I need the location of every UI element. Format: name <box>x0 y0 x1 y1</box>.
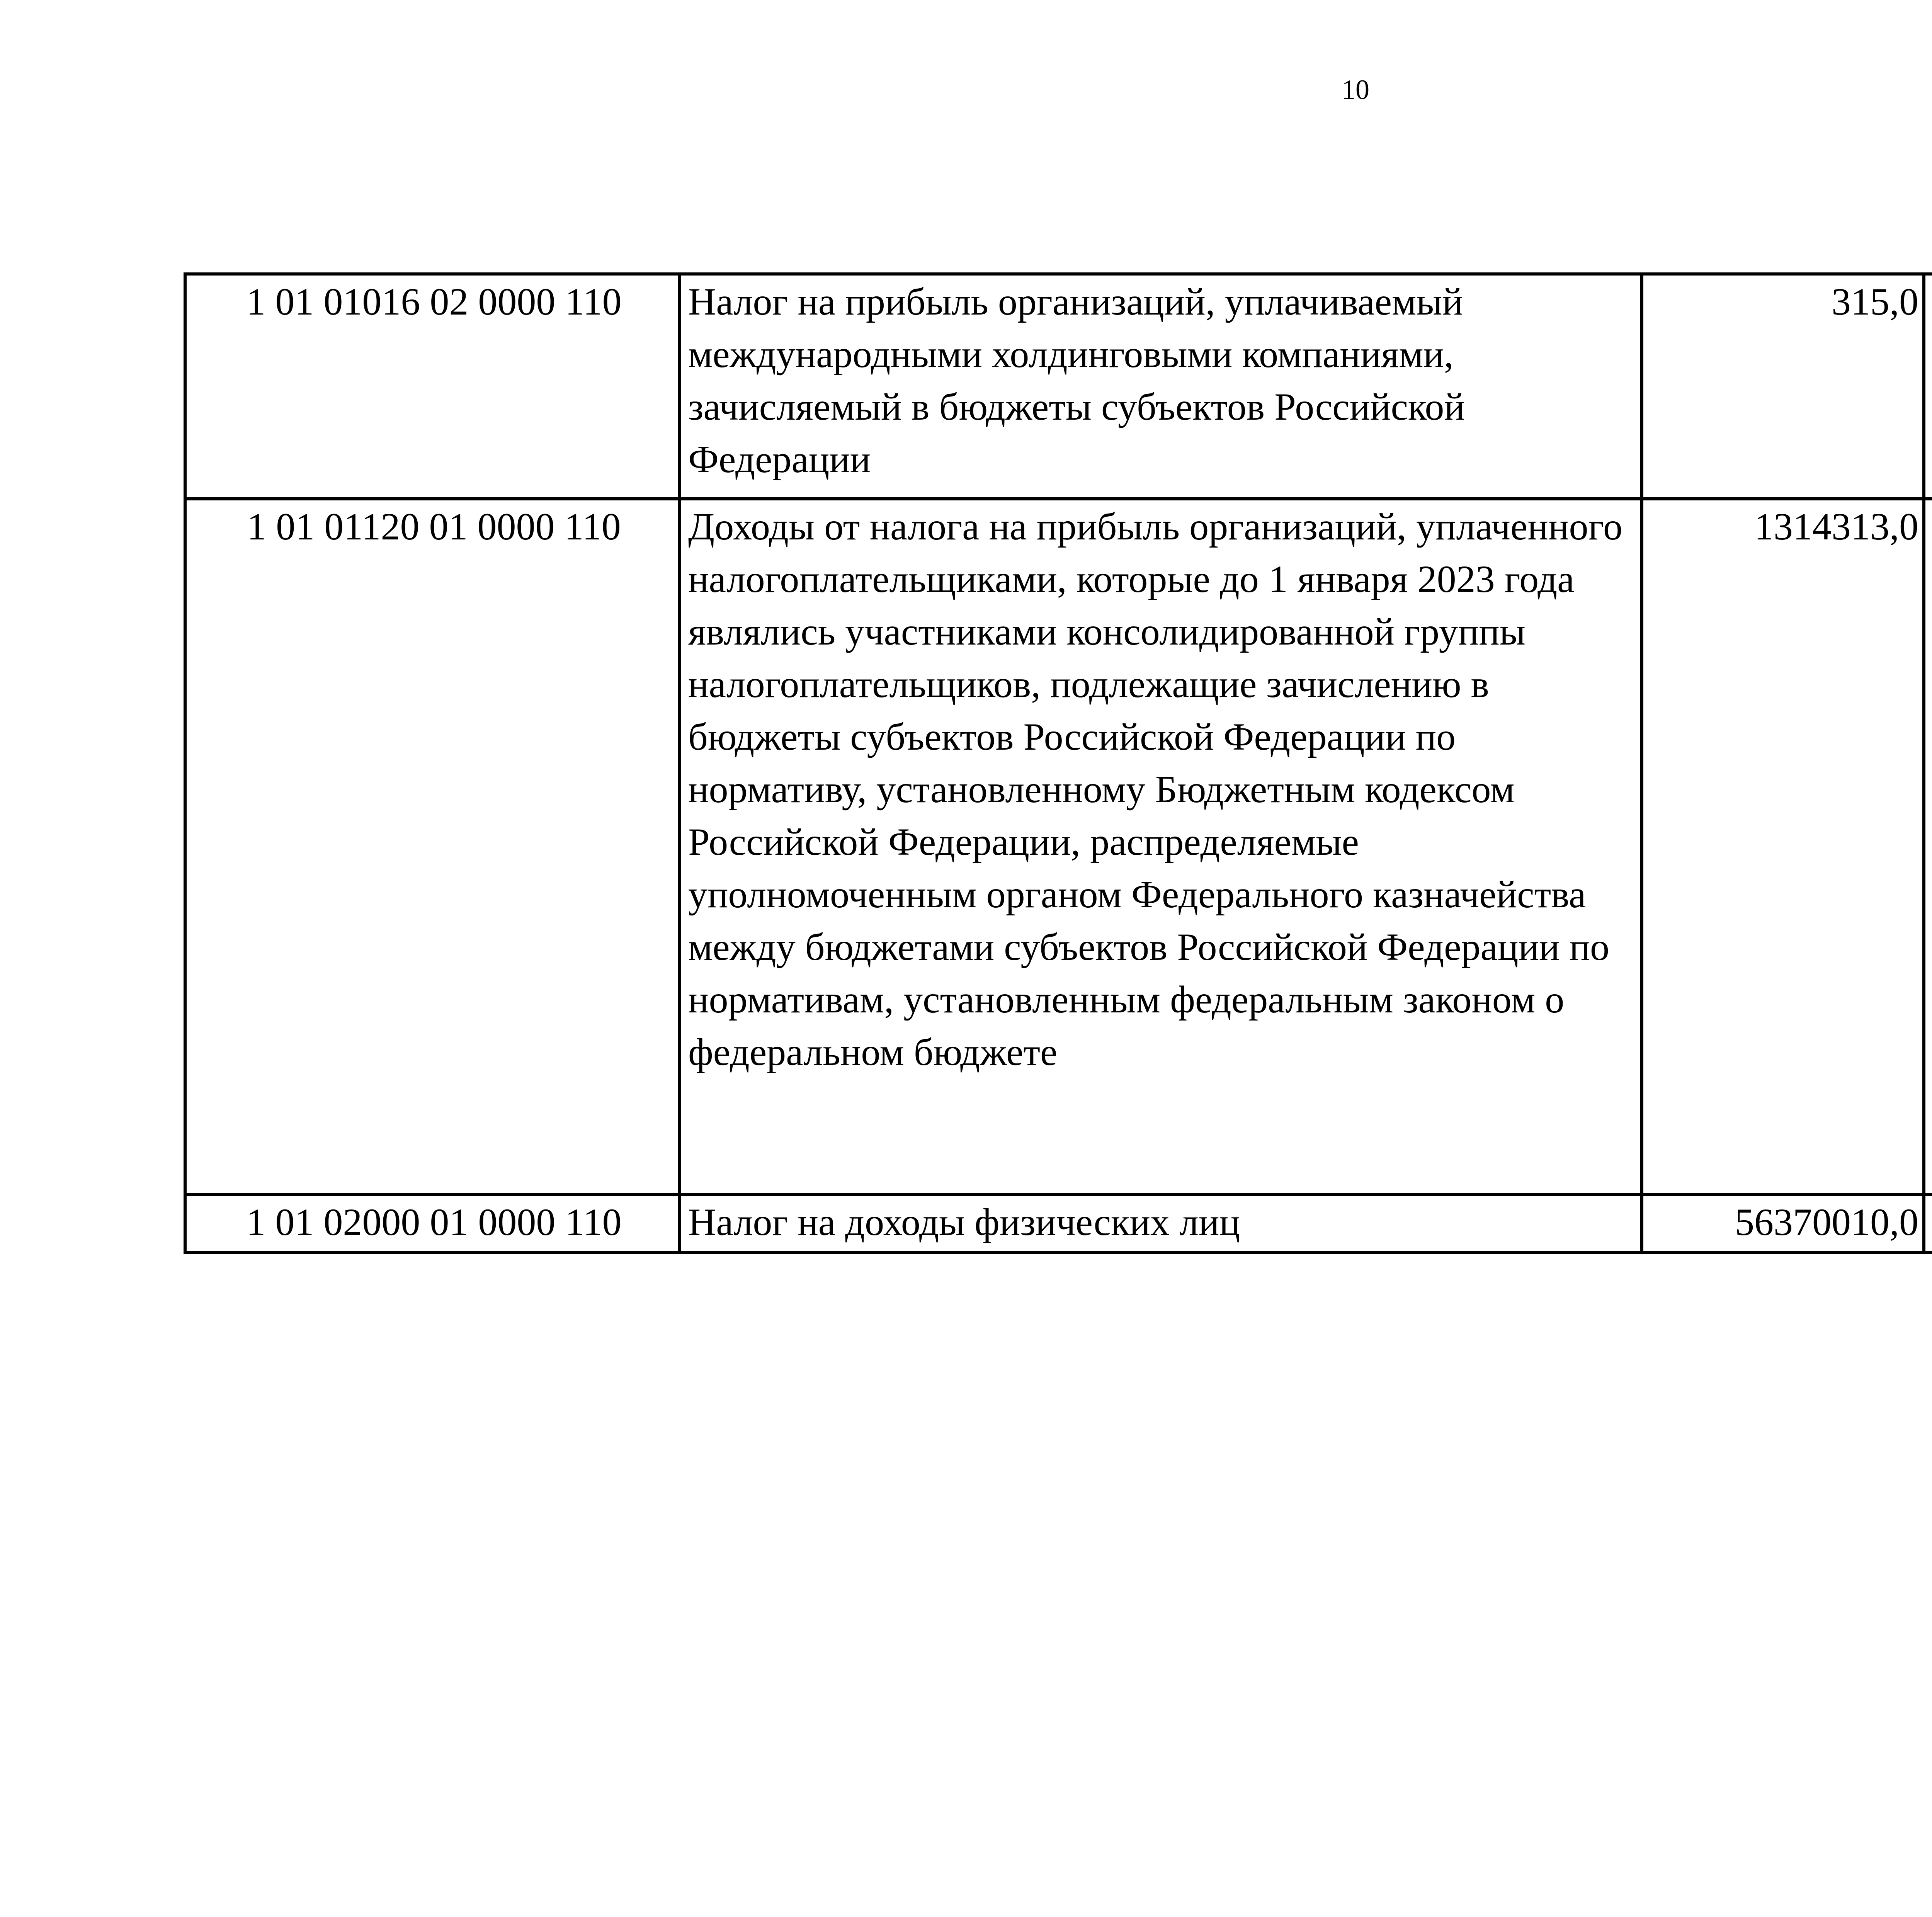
amount-cell-2 <box>1924 274 1932 499</box>
table-row <box>185 499 1932 1194</box>
table-row <box>185 1194 1932 1252</box>
budget-code-cell: 1 01 02000 01 0000 110 <box>185 1194 680 1252</box>
amount-cell-2 <box>1924 499 1932 1194</box>
amount-cell-1: 56370010,0 <box>1642 1194 1924 1252</box>
revenue-name-cell: Налог на доходы физических лиц <box>680 1194 1642 1252</box>
page-number: 10 <box>1342 74 1369 105</box>
amount-cell-1: 315,0 <box>1642 274 1924 499</box>
amount-cell-1: 1314313,0 <box>1642 499 1924 1194</box>
table-row <box>185 274 1932 499</box>
budget-code-cell: 1 01 01016 02 0000 110 <box>185 274 680 499</box>
budget-code-cell: 1 01 01120 01 0000 110 <box>185 499 680 1194</box>
revenue-name-cell: Доходы от налога на прибыль организаций, уплаченного налогоплательщиками, которые до 1 января 2023 года являлись участниками консолидированной группы налогоплательщиков, подлежащие зачислению в бюджеты субъектов Российской Федерации по нормативу, установленному Бюджетным кодексом Российской Федерации, распределяемые уполномоченным органом Федерального казначейства между бюджетами субъектов Российской Федерации по нормативам, установленным федеральным законом о федеральном бюджете <box>680 499 1642 1194</box>
revenue-table <box>184 272 1932 1254</box>
amount-cell-2 <box>1924 1194 1932 1252</box>
revenue-name-cell: Налог на прибыль организаций, уплачиваемый международными холдинговыми компаниями, зачисляемый в бюджеты субъектов Российской Федерации <box>680 274 1642 499</box>
